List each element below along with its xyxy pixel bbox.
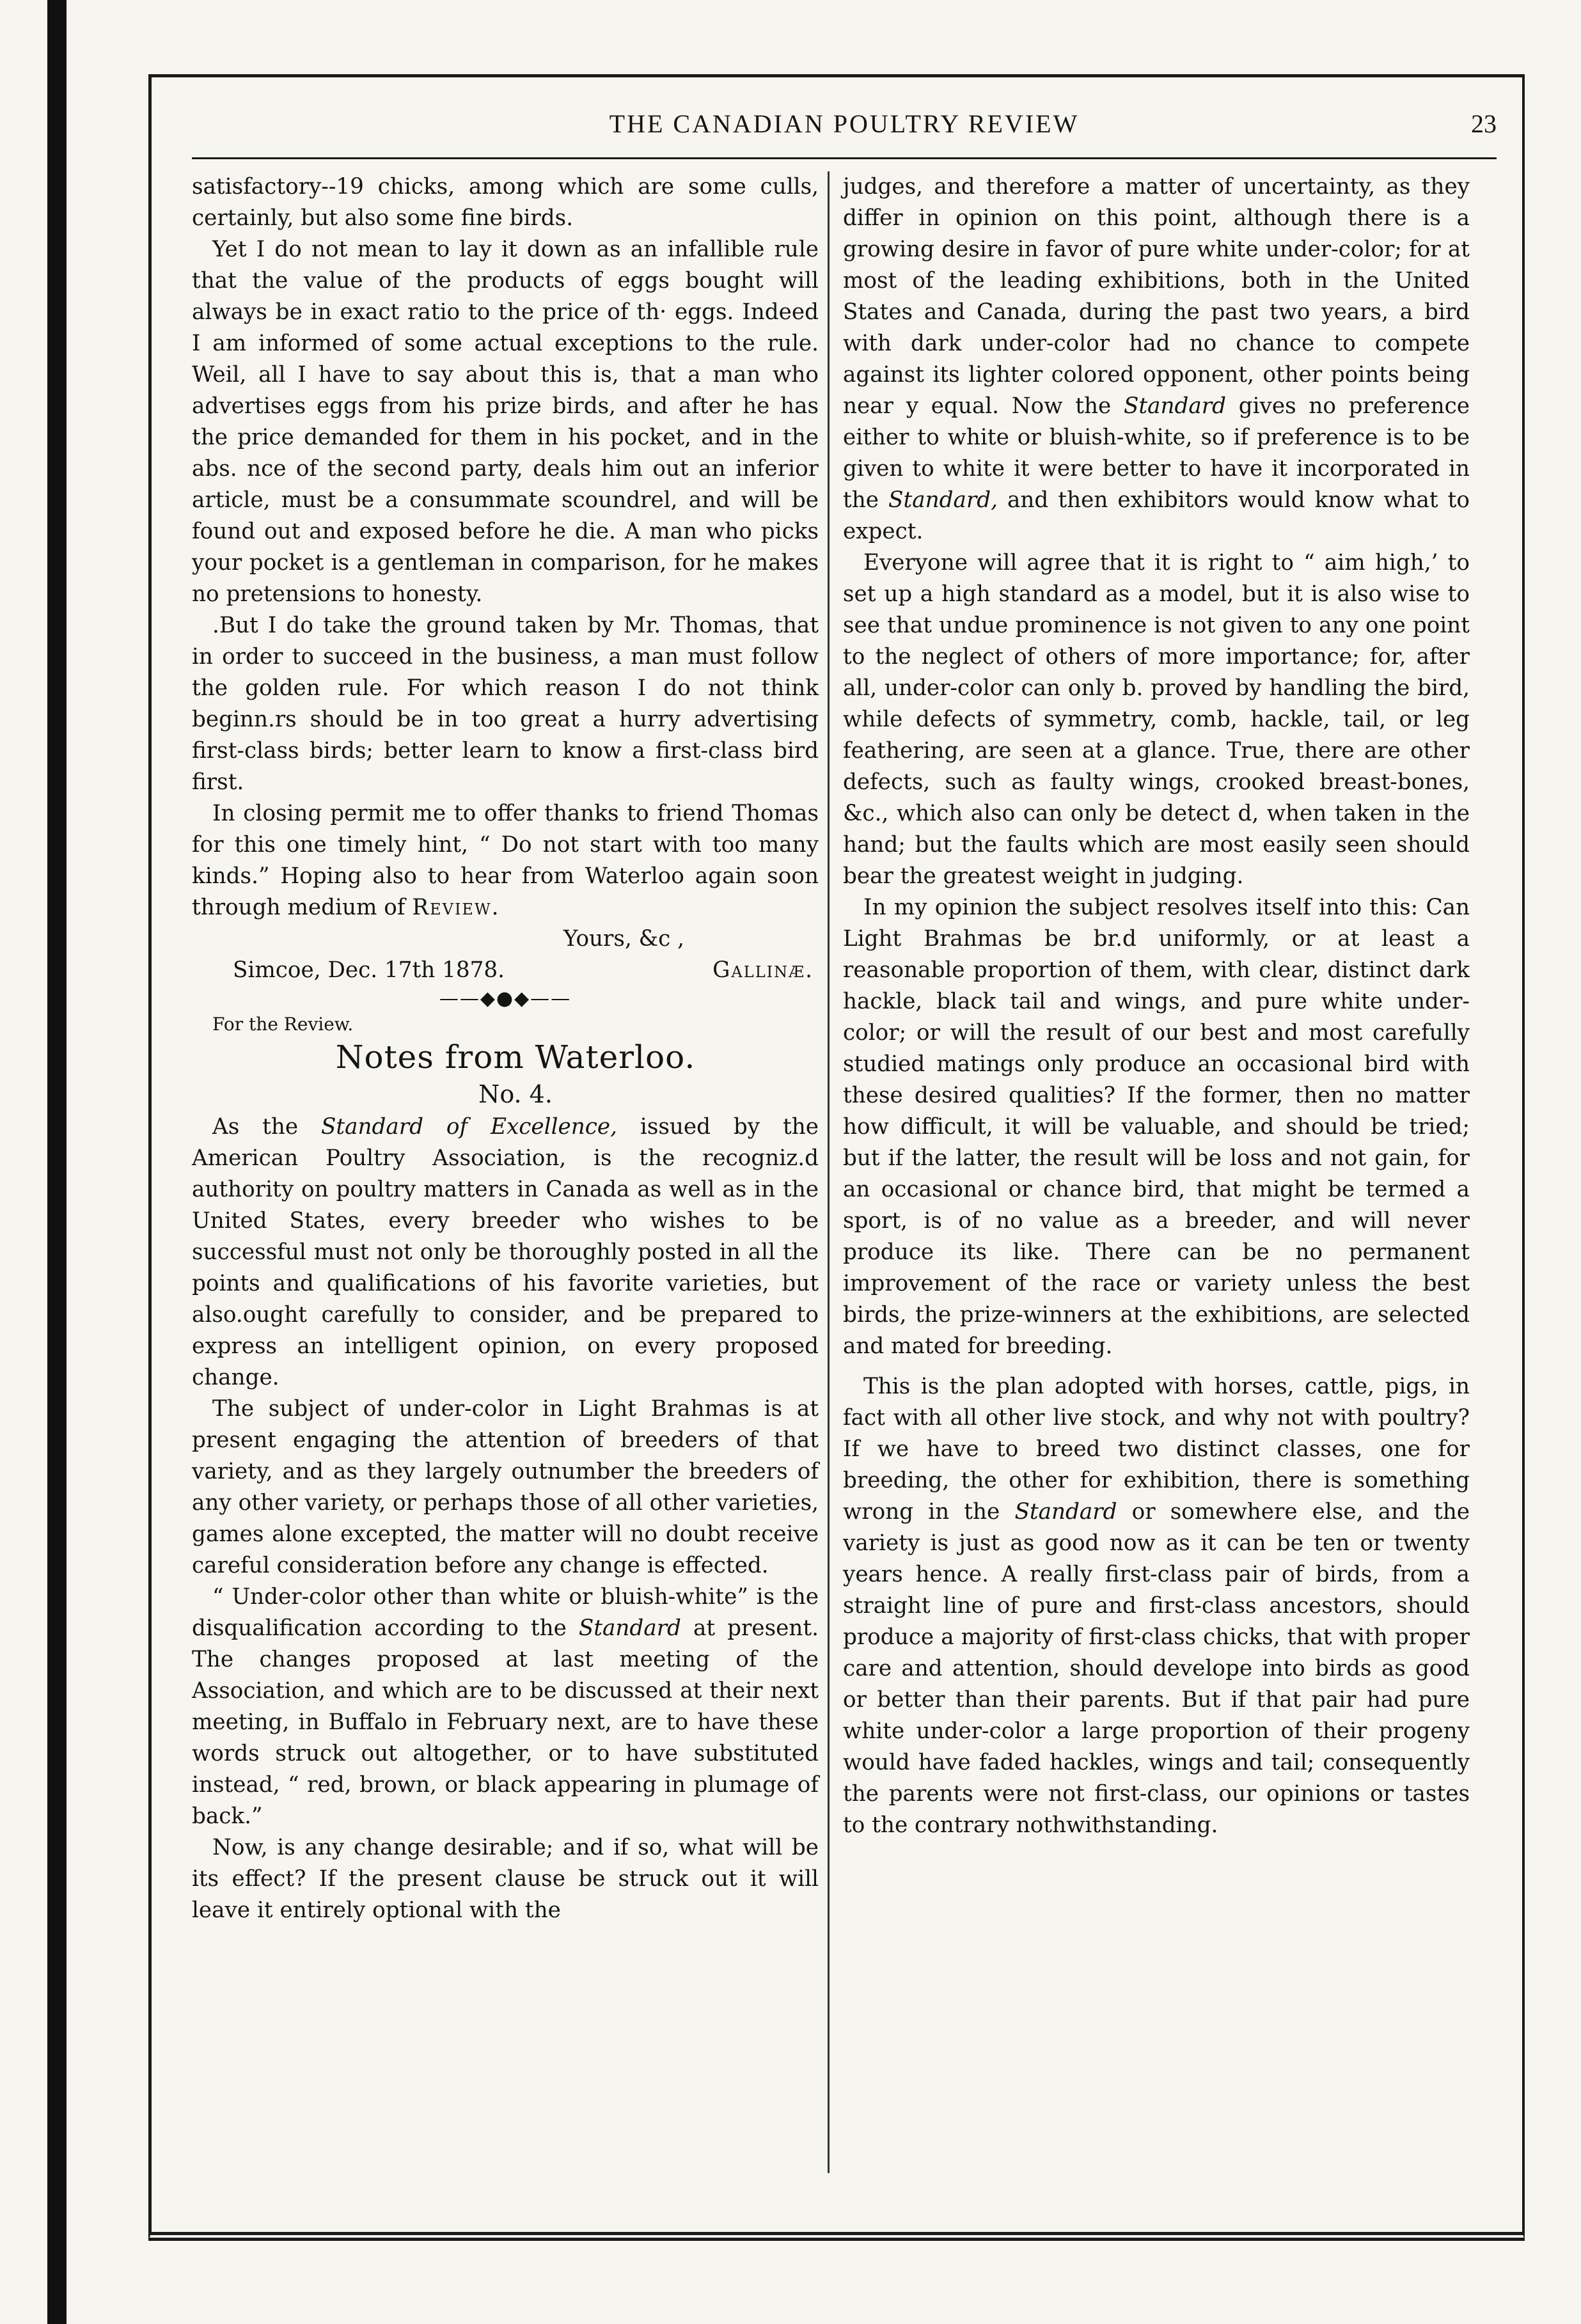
paragraph	[843, 171, 1470, 547]
paragraph-text: “ Under-color other than white or bluish-white” is the disqualification according to the	[192, 1584, 819, 1641]
ornament-divider: ——◆●◆——	[439, 987, 572, 1010]
page-number: 23	[1471, 109, 1497, 138]
sign-yours: Yours, &c ,	[563, 926, 684, 952]
paragraph: In my opinion the subject resolves itself into this: Can Light Brahmas be br.d uniformly, or at least a reasonable proportion of them, with clear, distinct dark hackle, black tail and wings, and pure white under-color; or will the result of our best and most carefully studied matings only produce an occasional bird with these desired qualities? If the former, then no matter how difficult, it will be valuable, and should be tried; but if the latter, the result will be loss and not gain, for an occasional or chance bird, that might be termed a sport, is of no value as a breeder, and will never produce its like. There can be no permanent improvement of the race or variety unless the best birds, the prize-winners at the exhibitions, are selected and mated for breeding.	[843, 895, 1470, 1359]
paragraph: .But I do take the ground taken by Mr. Thomas, that in order to succeed in the business, a man must follow the golden rule. For which reason I do not think beginn.rs should be in too great a hurry advertising first-class birds; better learn to know a first-class bird first.	[192, 613, 819, 795]
standard-title: Standard	[578, 1615, 681, 1641]
running-head: THE CANADIAN POULTRY REVIEW	[609, 109, 1080, 138]
binding-edge	[47, 0, 67, 2324]
article-headline: Notes from Waterloo.	[335, 1039, 696, 1076]
article-number: No. 4.	[478, 1080, 553, 1108]
paragraph: Yet I do not mean to lay it down as an infallible rule that the value of the products of eggs bought will always be in exact ratio to the price of th· eggs. Indeed I am informed of some actual exceptions to the rule. Weil, all I have to say about this is, that a man who advertises eggs from his prize birds, and after he has the price demanded for them in his pocket, and in the abs. nce of the second party, deals him out an inferior article, must be a consummate scoundrel, and will be found out and exposed before he die. A man who picks your pocket is a gentleman in comparison, for he makes no pretensions to honesty.	[192, 237, 819, 607]
signature-block	[192, 923, 819, 955]
header-rule	[192, 157, 1497, 159]
dateline	[192, 955, 819, 986]
paragraph-text: As the	[212, 1114, 299, 1140]
standard-title: Standard,	[888, 487, 998, 513]
right-column	[843, 171, 1470, 1841]
left-column	[192, 171, 819, 1926]
column-rule	[828, 171, 830, 2173]
paragraph	[192, 1111, 819, 1394]
paragraph-gap	[843, 1362, 1470, 1371]
standard-title: Standard	[1123, 393, 1227, 419]
paragraph-text: or somewhere else, and the variety is just as good now as it can be ten or twenty years hence. A really first-class pair of birds, from a straight line of pure and first-class ancestors, should produce a majority of first-class chicks, that with proper care and attention, should develope into birds as good or better than their parents. But if that pair had pure white under-color a large proportion of their progeny would have faded hackles, wings and tail; consequently the parents were not first-class, our opinions or tastes to the contrary nothwithstanding.	[843, 1499, 1470, 1838]
paragraph: The subject of under-color in Light Brahmas is at present engaging the attention of breeders of that variety, and as they largely outnumber the breeders of any other variety, or perhaps those of all other varieties, games alone excepted, the matter will no doubt receive careful consideration before any change is effected.	[192, 1396, 819, 1578]
paragraph	[192, 1582, 819, 1832]
paragraph-text: In closing permit me to offer thanks to friend Thomas for this one timely hint, “ Do not start with too many kinds.” Hoping also to hear from Waterloo again soon through medium of	[192, 801, 819, 920]
sign-place-date: Simcoe, Dec. 17th 1878.	[233, 957, 505, 983]
paragraph-text: and then exhibitors would know what to expect.	[843, 487, 1470, 544]
source-line: For the Review.	[212, 1014, 354, 1035]
paragraph-text: This is the plan adopted with horses, cattle, pigs, in fact with all other live stock, and why not with poultry? If we have to breed two distinct classes, one for breeding, the other for exhibition, there is something wrong in the	[843, 1374, 1470, 1525]
paragraph-text: gives no preference either to white or bluish-white, so if preference is to be given to white it were better to have it incorporated in the	[843, 393, 1470, 513]
page-header	[192, 96, 1497, 153]
standard-title: Standard of Excellence,	[320, 1114, 618, 1140]
paragraph	[192, 798, 819, 923]
paragraph-text: judges, and therefore a matter of uncertainty, as they differ in opinion on this point, although there is a growing desire in favor of pure white under-color; for at most of the leading exhibitions, both in the United States and Canada, during the past two years, a bird with dark under-color had no chance to compete against its lighter colored opponent, other points being near y equal. Now the	[843, 174, 1470, 419]
paragraph-text: at present. The changes proposed at last meeting of the Association, and which are to be discussed at their next meeting, in Buffalo in February next, are to have these words struck out altogether, or to have substituted instead, “ red, brown, or black appearing in plumage of back.”	[192, 1615, 819, 1829]
paragraph	[843, 1371, 1470, 1841]
paragraph-text: issued by the American Poultry Association, is the recogniz.d authority on poultry matters in Canada as well as in the United States, every breeder who wishes to be successful must not only be thoroughly posted in all the points and qualifications of his favorite varieties, but also.ought carefully to consider, and be prepared to express an intelligent opinion, on every proposed change.	[192, 1114, 819, 1390]
standard-title: Standard	[1014, 1499, 1117, 1525]
paragraph: satisfactory--19 chicks, among which are some culls, certainly, but also some fine birds.	[192, 174, 819, 231]
review-name: Review.	[412, 895, 500, 920]
paragraph: Now, is any change desirable; and if so, what will be its effect? If the present clause be struck out it will leave it entirely optional with the	[192, 1835, 819, 1923]
paragraph: Everyone will agree that it is right to “ aim high,’ to set up a high standard as a model, but it is also wise to see that undue prominence is not given to any one point to the neglect of others of more importance; for, after all, under-color can only b. proved by handling the bird, while defects of symmetry, comb, hackle, tail, or leg feathering, are seen at a glance. True, there are other defects, such as faulty wings, crooked breast-bones, &c., which also can only be detect d, when taken in the hand; but the faults which are most easily seen should bear the greatest weight in judging.	[843, 550, 1470, 889]
sign-name: Gallinæ.	[712, 957, 814, 983]
